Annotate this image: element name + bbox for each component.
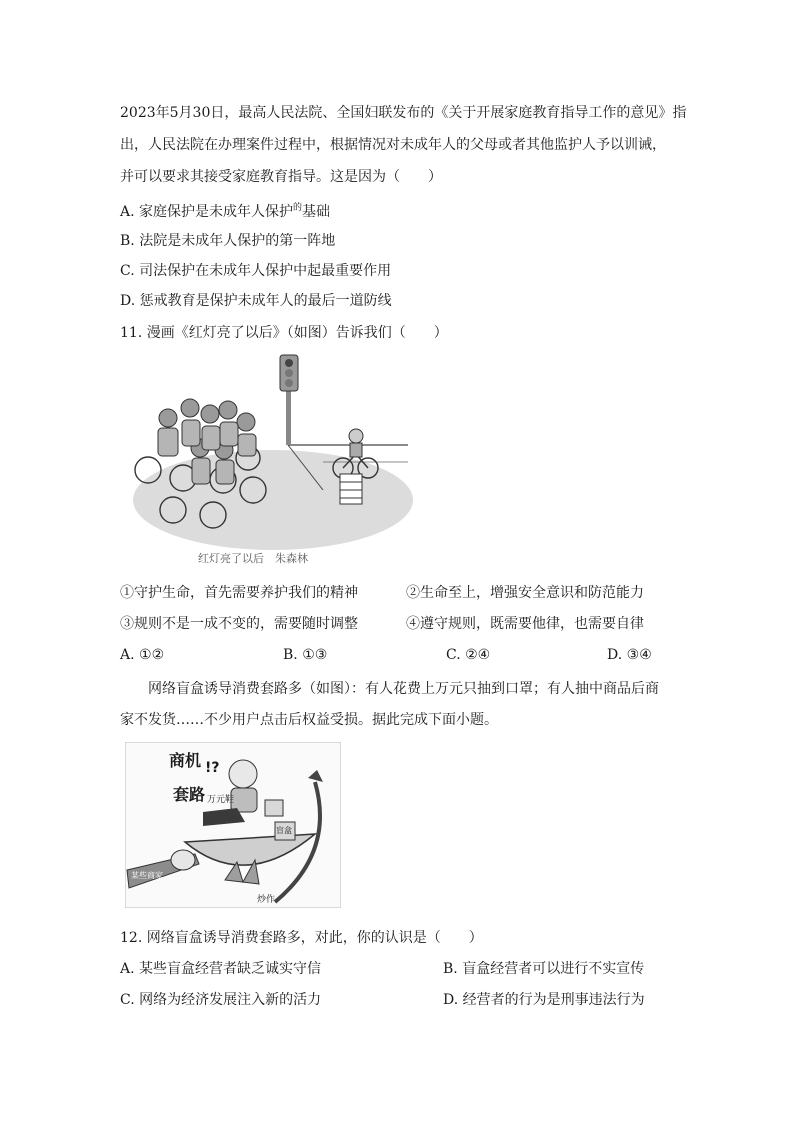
q10-stem-line-1: 2023年5月30日，最高人民法院、全国妇联发布的《关于开展家庭教育指导工作的意见》指 [120,105,687,121]
option-letter: A. [120,204,135,220]
option-letter: B. [283,647,298,663]
q12-option-c[interactable] [120,989,321,1009]
q10-option-b[interactable] [120,230,335,250]
figure-caption: 红灯亮了以后 朱森林 [198,552,308,565]
q11-option-d[interactable] [607,647,652,663]
option-text: 经营者的行为是刑事违法行为 [462,992,645,1008]
option-text: 法院是未成年人保护的第一阵地 [139,233,336,249]
option-letter: D. [443,992,459,1008]
cartoon-handle-label: 某些商家 [131,871,163,880]
option-text: 家庭保护是未成年人保护 [139,204,294,220]
cartoon-box-label: 盲盒 [276,826,292,835]
q10-stem-line-2: 出，人民法院在办理案件过程中，根据情况对未成年人的父母或者其他监护人予以训诫， [120,137,666,153]
q11-statement-2: ②生命至上，增强安全意识和防范能力 [406,585,644,601]
option-letter: C. [120,263,135,279]
option-text: ①② [139,647,165,663]
q10-option-a[interactable] [120,200,330,221]
q10-option-c[interactable] [120,260,391,280]
q11-statement-3: ③规则不是一成不变的，需要随时调整 [120,616,358,632]
option-text: ③④ [626,647,652,663]
option-letter: C. [446,647,461,663]
option-letter: B. [120,233,135,249]
option-text: 盲盒经营者可以进行不实宣传 [462,961,645,977]
q12-option-d[interactable] [443,989,645,1009]
q11-option-a[interactable] [120,647,164,663]
option-letter: B. [443,961,458,977]
option-text: 某些盲盒经营者缺乏诚实守信 [139,961,322,977]
q12-stem: 12. 网络盲盒诱导消费套路多，对此，你的认识是（ ） [120,930,483,946]
cartoon-item-label: 万元鞋 [207,795,235,805]
cartoon-title-2: 套路 [173,785,206,804]
option-text: ①③ [302,647,328,663]
blind-box-cartoon-illustration [125,742,341,908]
cartoon-fire-label: 炒作 [257,895,276,905]
q11-statement-1: ①守护生命，首先需要养护我们的精神 [120,585,358,601]
q11-option-c[interactable] [446,647,490,663]
q10-stem-line-3: 并可以要求其接受家庭教育指导。这是因为（ ） [120,169,442,185]
option-text: 惩戒教育是保护未成年人的最后一道防线 [139,293,392,309]
option-letter: C. [120,992,135,1008]
cartoon-marks: !? [205,760,220,776]
q10-option-d[interactable] [120,290,392,310]
q12-option-b[interactable] [443,958,644,978]
q12-option-a[interactable] [120,958,321,978]
option-text-tail: 基础 [302,204,331,220]
option-letter: A. [120,961,135,977]
q11-statement-4: ④遵守规则，既需要他律，也需要自律 [406,616,644,632]
option-superscript: 的 [293,203,303,213]
material-line-2: 家不发货……不少用户点击后权益受损。据此完成下面小题。 [120,712,498,728]
blind-box-cartoon-figure [125,742,341,908]
cartoon-title-1: 商机 [169,751,202,770]
option-text: ②④ [465,647,491,663]
option-letter: D. [607,647,623,663]
option-letter: D. [120,293,136,309]
material-line-1: 网络盲盒诱导消费套路多（如图）：有人花费上万元只抽到口罩；有人抽中商品后商 [148,681,659,697]
option-text: 司法保护在未成年人保护中起最重要作用 [139,263,392,279]
q11-stem: 11. 漫画《红灯亮了以后》（如图）告诉我们（ ） [120,325,448,341]
q11-option-b[interactable] [283,647,327,663]
option-letter: A. [120,647,135,663]
option-text: 网络为经济发展注入新的活力 [139,992,322,1008]
q11-cartoon-figure [128,350,418,572]
traffic-cartoon-illustration [128,350,418,572]
